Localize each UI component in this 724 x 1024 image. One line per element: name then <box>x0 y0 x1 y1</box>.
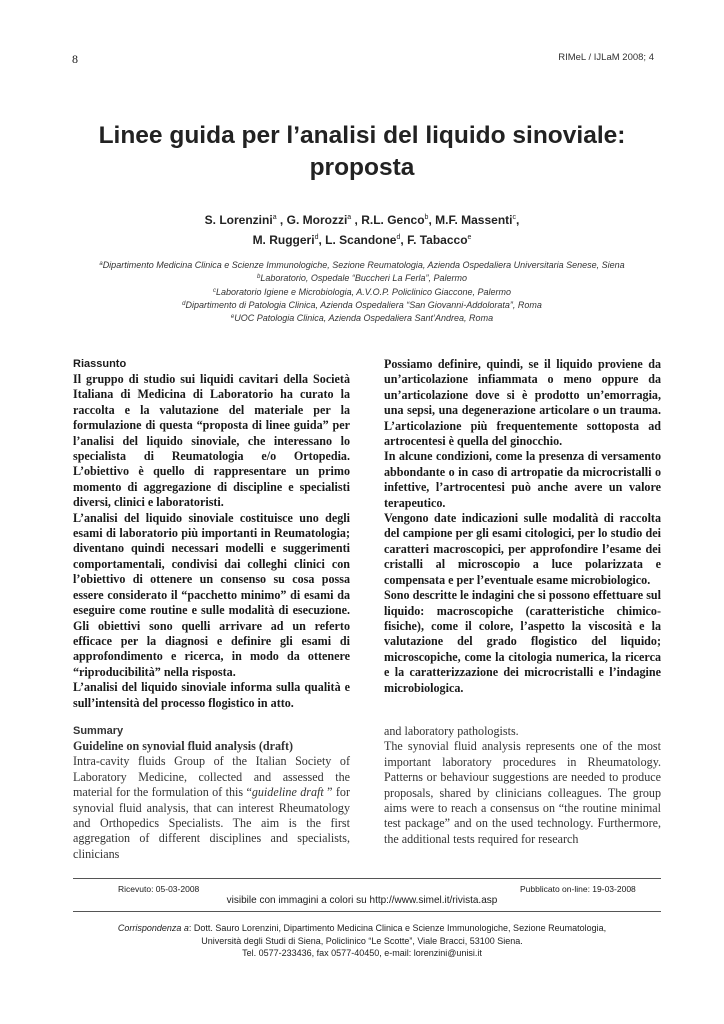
affiliation-mark: c <box>213 287 216 294</box>
author-affiliation-mark: e <box>467 234 472 241</box>
journal-reference: RIMeL / IJLaM 2008; 4 <box>558 52 654 63</box>
page-number: 8 <box>72 52 78 66</box>
summary-italic-text: guideline draft <box>251 785 324 800</box>
published-date: Pubblicato on-line: 19-03-2008 <box>520 884 636 894</box>
affiliation-text: Dipartimento di Patologia Clinica, Azienda Ospedaliera “San Giovanni-Addolorata”, Roma <box>185 299 542 310</box>
riassunto-paragraph: In alcune condizioni, come la presenza di versamento abbondante o in caso di artropatie da microcristalli o infettive, l’artrocentesi può anche avere un valore terapeutico. <box>384 449 661 510</box>
summary-text: Intra-cavity fluids Group of the Italian Society of Laboratory Medicine, collected and assessed the material for the formulation of this “ <box>73 754 350 800</box>
affiliation-text: UOC Patologia Clinica, Azienda Ospedaliera Sant’Andrea, Roma <box>234 313 494 324</box>
author-name: F. Tabacco <box>407 233 468 247</box>
footer-divider <box>73 911 661 912</box>
author-name: M. Ruggeri <box>252 233 315 247</box>
title-line-1: Linee guida per l’analisi del liquido sinoviale: <box>98 122 626 149</box>
author-name: G. Morozzi <box>286 213 348 227</box>
correspondence-line <box>60 922 664 935</box>
author-name: R.L. Genco <box>361 213 425 227</box>
article-title <box>40 120 684 184</box>
riassunto-paragraph: Sono descritte le indagini che si possono effettuare sul liquido: macroscopiche (caratteristiche chimico-fisiche), come il colore, l’aspetto la viscosità e la valutazione del grado flogistico del liquido; microscopiche, come la citologia numerica, la ricerca e la caratterizzazione dei microcristalli e l’indagine microbiologica. <box>384 588 661 695</box>
correspondence-label: Corrispondenza a <box>117 923 189 933</box>
summary-paragraph <box>73 754 350 862</box>
affiliation <box>40 258 684 271</box>
riassunto-paragraph: Vengono date indicazioni sulle modalità di raccolta del campione per gli esami citologici, per lo studio dei caratteri macroscopici, per approfondire l’esame dei cristalli al microscopio a luce polarizzata e compensata e per l’eventuale esame microbiologico. <box>384 511 661 587</box>
affiliation <box>40 311 684 324</box>
author-affiliation-mark: d <box>314 234 319 241</box>
correspondence-text: : Dott. Sauro Lorenzini, Dipartimento Medicina Clinica e Scienze Immunologiche, Sezione Reumatologia, <box>188 923 607 933</box>
riassunto-paragraph: L’analisi del liquido sinoviale costituisce uno degli esami di laboratorio più importanti in Reumatologia; diventano quindi necessari modelli e suggerimenti comportamentali, condivisi dai colleghi clinici con l’obiettivo di ottenere un consenso su cosa possa essere considerato il “pacchetto minimo” di esami da eseguire come routine e sulle modalità di esecuzione. Gli obiettivi sono quelli arrivare ad un referto efficace per la diagnosi e definire gli esami di approfondimento e ricerca, in modo da ottenere “riproducibilità” nella risposta. <box>73 510 350 679</box>
author-name: L. Scandone <box>325 233 397 247</box>
footer-divider <box>73 878 661 879</box>
received-date: Ricevuto: 05-03-2008 <box>118 884 200 894</box>
riassunto-heading: Riassunto <box>73 358 127 370</box>
summary-heading: Summary <box>73 725 124 737</box>
author-affiliation-mark: a <box>347 214 352 221</box>
affiliation <box>40 271 684 284</box>
affiliation-mark: b <box>257 274 261 281</box>
title-line-2: proposta <box>309 154 415 181</box>
online-availability-note: visibile con immagini a colori su http://www.simel.it/rivista.asp <box>226 895 498 906</box>
summary-paragraph: and laboratory pathologists. <box>384 724 519 738</box>
summary-subheading: Guideline on synovial fluid analysis (draft) <box>73 739 294 753</box>
affiliation-mark: a <box>99 261 103 267</box>
riassunto-column-right <box>384 357 661 696</box>
summary-text: ” for synovial fluid analysis, that can interest Rheumatology and Orthopedics Specialists. The aim is the first aggregation of different disciplines and specialists, clinicians <box>73 785 350 861</box>
author-name: S. Lorenzini <box>204 213 273 227</box>
summary-paragraph: The synovial fluid analysis represents one of the most important laboratory procedures in Rheumatology. Patterns or behaviour suggestions are needed to produce proposals, shared by clinicians colleagues. The group aims were to reach a consensus on “the routine minimal test package” and on the used technology. Furthermore, the additional tests required for research <box>384 739 661 846</box>
correspondence-line: Università degli Studi di Siena, Policlinico “Le Scotte”, Viale Bracci, 53100 Siena. <box>201 935 523 946</box>
summary-column-left <box>73 724 350 862</box>
affiliations <box>40 258 684 324</box>
riassunto-paragraph: Possiamo definire, quindi, se il liquido proviene da un’articolazione infiammata o meno oppure da un’articolazione dove si è prodotto un’emorragia, una sepsi, una degenerazione articolare o un trauma. L’articolazione più frequentemente sottoposta ad artrocentesi è quella del ginocchio. <box>384 357 661 449</box>
correspondence-block <box>60 922 664 960</box>
correspondence-line: Tel. 0577-233436, fax 0577-40450, e-mail: lorenzini@unisi.it <box>242 948 482 958</box>
riassunto-paragraph: Il gruppo di studio sui liquidi cavitari della Società Italiana di Medicina di Laboratorio ha curato la raccolta e la valutazione del materiale per la formulazione di questa “proposta di linee guida” per l’analisi del liquido sinoviale, che interessano lo specialista di Reumatologia e/o Ortopedia. L’obiettivo è quello di rappresentare un primo momento di aggregazione di discipline e specialisti diversi, clinici e laboratoristi. <box>73 372 350 510</box>
affiliation <box>40 285 684 298</box>
affiliation <box>40 298 684 311</box>
author-affiliation-mark: b <box>424 214 429 221</box>
riassunto-column-left <box>73 357 350 711</box>
affiliation-mark: e <box>230 314 235 321</box>
affiliation-text: Dipartimento Medicina Clinica e Scienze Immunologiche, Sezione Reumatologia, Azienda Ospedaliera Universitaria Senese, Siena <box>102 260 625 270</box>
affiliation-mark: d <box>182 300 186 307</box>
authors-line-2: M. Ruggeri$^d$, L. Scandone$^d$, F. Tabacco$^e$ <box>252 233 472 247</box>
affiliation-text: Laboratorio Igiene e Microbiologia, A.V.O.P. Policlinico Giaccone, Palermo <box>216 286 511 297</box>
author-affiliation-mark: c <box>512 214 516 221</box>
author-list <box>60 209 664 249</box>
riassunto-paragraph: L’analisi del liquido sinoviale informa sulla qualità e sull’intensità del processo flogistico in atto. <box>73 680 350 710</box>
affiliation-text: Laboratorio, Ospedale “Buccheri La Ferla”, Palermo <box>260 273 467 284</box>
summary-column-right <box>384 724 661 847</box>
author-affiliation-mark: a <box>272 214 277 221</box>
author-name: M.F. Massenti <box>435 213 513 227</box>
author-affiliation-mark: d <box>396 234 401 241</box>
authors-line-1: S. Lorenzini$^a$ , G. Morozzi$^a$ , R.L. Genco$^b$, M.F. Massenti$^c$, <box>204 213 520 227</box>
